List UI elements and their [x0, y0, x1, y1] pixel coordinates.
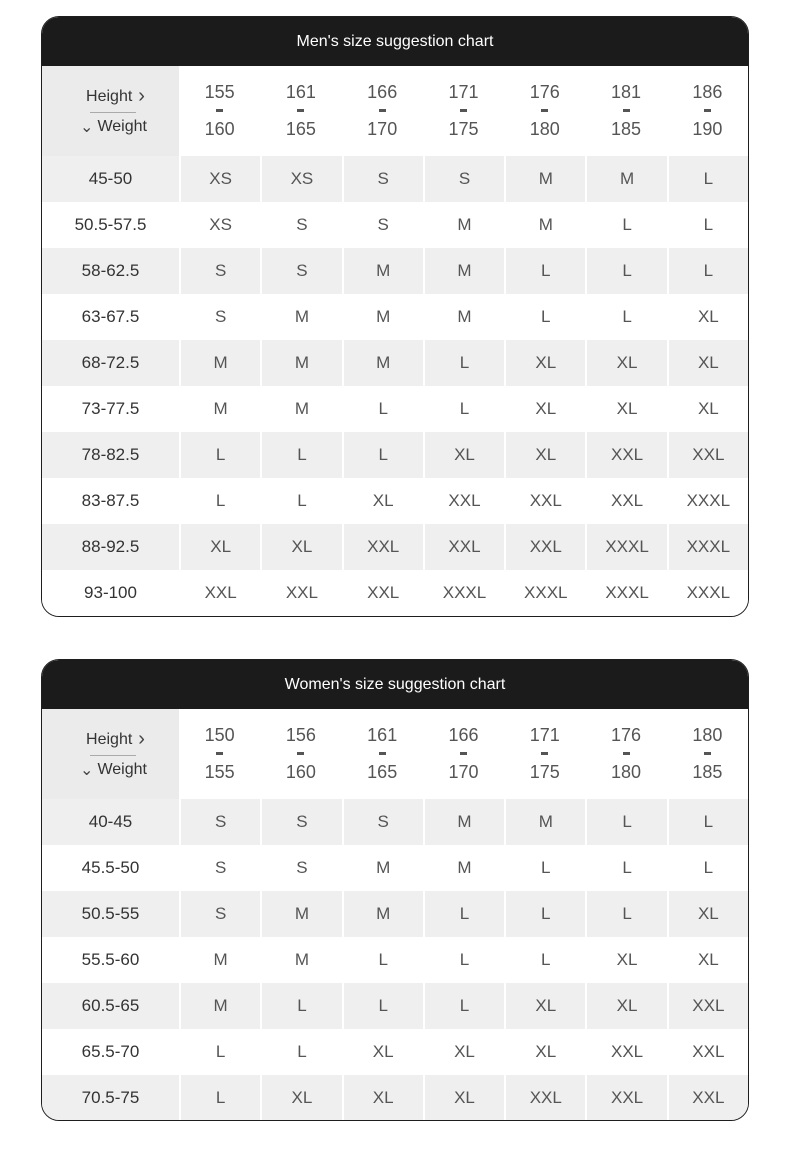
size-cell: M	[423, 845, 504, 891]
height-from: 176	[529, 82, 560, 102]
size-cell: L	[423, 983, 504, 1029]
range-dash	[216, 109, 223, 112]
men-size-chart	[41, 16, 749, 617]
height-from: 171	[448, 82, 479, 102]
size-cell: L	[342, 937, 423, 983]
size-cell: XL	[585, 983, 666, 1029]
size-cell: XL	[667, 386, 748, 432]
size-cell: L	[585, 202, 666, 248]
height-to: 175	[529, 762, 560, 782]
size-cell: XXL	[667, 983, 748, 1029]
weight-range-cell: 40-45	[42, 799, 179, 845]
size-cell: M	[260, 386, 341, 432]
size-cell: L	[179, 478, 260, 524]
weight-axis-label	[80, 760, 147, 780]
height-range-header	[260, 66, 341, 156]
height-range-header	[504, 709, 585, 799]
size-cell: XXXL	[504, 570, 585, 616]
height-to: 180	[611, 762, 642, 782]
size-cell: M	[260, 340, 341, 386]
women-size-chart	[41, 659, 749, 1121]
size-cell: M	[260, 891, 341, 937]
size-cell: XXL	[342, 524, 423, 570]
size-cell: M	[504, 156, 585, 202]
weight-range-cell: 58-62.5	[42, 248, 179, 294]
size-cell: XL	[260, 524, 341, 570]
size-cell: XL	[342, 478, 423, 524]
weight-range-cell: 83-87.5	[42, 478, 179, 524]
women-size-table	[42, 709, 748, 1121]
size-cell: M	[342, 845, 423, 891]
size-cell: S	[342, 202, 423, 248]
size-cell: XL	[504, 1029, 585, 1075]
size-cell: XXXL	[667, 570, 748, 616]
size-cell: M	[342, 891, 423, 937]
size-cell: XL	[260, 1075, 341, 1121]
size-cell: M	[342, 340, 423, 386]
size-cell: XXL	[504, 1075, 585, 1121]
size-cell: L	[585, 248, 666, 294]
size-cell: L	[667, 845, 748, 891]
size-cell: XL	[423, 1075, 504, 1121]
size-cell: L	[423, 340, 504, 386]
size-cell: XL	[585, 386, 666, 432]
size-cell: L	[179, 432, 260, 478]
size-cell: XXXL	[585, 524, 666, 570]
size-cell: L	[179, 1029, 260, 1075]
height-from: 150	[204, 725, 235, 745]
size-cell: L	[504, 294, 585, 340]
size-cell: L	[585, 845, 666, 891]
size-cell: S	[179, 294, 260, 340]
chevron-right-icon: ›	[138, 728, 145, 750]
weight-range-cell: 88-92.5	[42, 524, 179, 570]
corner-divider	[90, 755, 136, 756]
size-cell: L	[667, 202, 748, 248]
weight-range-cell: 45.5-50	[42, 845, 179, 891]
size-cell: M	[423, 202, 504, 248]
size-cell: XL	[667, 891, 748, 937]
size-cell: L	[423, 386, 504, 432]
header-corner	[42, 709, 179, 799]
size-cell: XXL	[423, 524, 504, 570]
weight-range-cell: 73-77.5	[42, 386, 179, 432]
weight-range-cell: 50.5-55	[42, 891, 179, 937]
size-cell: L	[260, 983, 341, 1029]
size-cell: XXL	[585, 478, 666, 524]
size-cell: XXL	[504, 524, 585, 570]
size-cell: XL	[423, 432, 504, 478]
size-cell: L	[260, 432, 341, 478]
height-from: 171	[529, 725, 560, 745]
height-range-header	[423, 709, 504, 799]
size-cell: L	[585, 891, 666, 937]
size-cell: M	[179, 340, 260, 386]
size-cell: XL	[585, 340, 666, 386]
size-cell: M	[423, 799, 504, 845]
size-cell: M	[504, 799, 585, 845]
size-cell: L	[504, 937, 585, 983]
height-to: 180	[529, 119, 560, 139]
weight-range-cell: 93-100	[42, 570, 179, 616]
size-cell: XXL	[667, 1075, 748, 1121]
size-cell: XL	[504, 340, 585, 386]
weight-range-cell: 50.5-57.5	[42, 202, 179, 248]
size-cell: XL	[667, 937, 748, 983]
height-from: 176	[611, 725, 642, 745]
corner-divider	[90, 112, 136, 113]
size-cell: XXL	[585, 432, 666, 478]
height-from: 166	[448, 725, 479, 745]
size-cell: M	[179, 937, 260, 983]
weight-range-cell: 78-82.5	[42, 432, 179, 478]
size-cell: XL	[504, 432, 585, 478]
weight-range-cell: 65.5-70	[42, 1029, 179, 1075]
size-cell: XL	[342, 1029, 423, 1075]
height-range-header	[423, 66, 504, 156]
size-cell: S	[260, 799, 341, 845]
height-range-header	[179, 66, 260, 156]
range-dash	[541, 109, 548, 112]
size-cell: XL	[667, 294, 748, 340]
size-cell: L	[179, 1075, 260, 1121]
height-to: 190	[692, 119, 723, 139]
size-cell: S	[342, 156, 423, 202]
size-cell: XL	[504, 386, 585, 432]
height-from: 166	[367, 82, 398, 102]
size-cell: M	[342, 248, 423, 294]
size-cell: XXL	[585, 1029, 666, 1075]
size-cell: XXXL	[423, 570, 504, 616]
height-range-header	[342, 66, 423, 156]
size-cell: XXL	[667, 432, 748, 478]
women-chart-title: Women's size suggestion chart	[42, 660, 748, 709]
size-cell: XL	[504, 983, 585, 1029]
height-axis-label	[86, 728, 145, 751]
size-cell: M	[260, 294, 341, 340]
size-cell: S	[179, 248, 260, 294]
height-range-header	[667, 709, 748, 799]
height-range-header	[667, 66, 748, 156]
size-cell: S	[179, 799, 260, 845]
chevron-down-icon: ⌄	[80, 119, 94, 136]
size-cell: S	[179, 845, 260, 891]
size-cell: XXL	[585, 1075, 666, 1121]
height-to: 155	[204, 762, 235, 782]
height-range-header	[260, 709, 341, 799]
size-cell: L	[342, 386, 423, 432]
height-to: 165	[367, 762, 398, 782]
height-from: 161	[367, 725, 398, 745]
height-from: 181	[611, 82, 642, 102]
men-chart-title: Men's size suggestion chart	[42, 17, 748, 66]
range-dash	[379, 752, 386, 755]
size-cell: L	[260, 478, 341, 524]
size-cell: XL	[342, 1075, 423, 1121]
size-cell: S	[179, 891, 260, 937]
height-label: Height	[86, 730, 133, 748]
size-cell: M	[179, 386, 260, 432]
size-cell: M	[179, 983, 260, 1029]
size-cell: L	[423, 937, 504, 983]
size-cell: S	[342, 799, 423, 845]
size-cell: L	[667, 248, 748, 294]
weight-range-cell: 70.5-75	[42, 1075, 179, 1121]
range-dash	[704, 752, 711, 755]
weight-range-cell: 68-72.5	[42, 340, 179, 386]
size-cell: XS	[179, 156, 260, 202]
range-dash	[297, 109, 304, 112]
height-range-header	[179, 709, 260, 799]
size-cell: XXL	[667, 1029, 748, 1075]
size-cell: M	[423, 248, 504, 294]
height-label: Height	[86, 87, 133, 105]
weight-axis-label	[80, 117, 147, 137]
size-cell: S	[260, 248, 341, 294]
size-cell: L	[585, 799, 666, 845]
size-cell: M	[585, 156, 666, 202]
height-to: 170	[367, 119, 398, 139]
size-cell: XS	[179, 202, 260, 248]
range-dash	[541, 752, 548, 755]
height-from: 156	[285, 725, 316, 745]
range-dash	[460, 109, 467, 112]
size-cell: L	[504, 891, 585, 937]
range-dash	[460, 752, 467, 755]
weight-label: Weight	[97, 118, 147, 135]
size-cell: XL	[585, 937, 666, 983]
men-size-table	[42, 66, 748, 616]
range-dash	[623, 109, 630, 112]
height-from: 186	[692, 82, 723, 102]
height-to: 160	[204, 119, 235, 139]
weight-range-cell: 55.5-60	[42, 937, 179, 983]
size-cell: M	[342, 294, 423, 340]
size-cell: L	[667, 156, 748, 202]
size-cell: S	[260, 202, 341, 248]
height-range-header	[342, 709, 423, 799]
size-cell: XL	[179, 524, 260, 570]
weight-range-cell: 45-50	[42, 156, 179, 202]
height-range-header	[504, 66, 585, 156]
size-cell: XXXL	[667, 478, 748, 524]
height-to: 185	[692, 762, 723, 782]
size-cell: M	[504, 202, 585, 248]
size-cell: L	[667, 799, 748, 845]
height-from: 155	[204, 82, 235, 102]
size-cell: XXXL	[585, 570, 666, 616]
size-cell: XXL	[504, 478, 585, 524]
size-cell: XXL	[179, 570, 260, 616]
size-cell: XL	[423, 1029, 504, 1075]
range-dash	[297, 752, 304, 755]
height-axis-label	[86, 85, 145, 108]
height-to: 185	[611, 119, 642, 139]
height-to: 160	[285, 762, 316, 782]
height-to: 165	[285, 119, 316, 139]
size-cell: L	[504, 845, 585, 891]
size-cell: S	[260, 845, 341, 891]
size-cell: M	[423, 294, 504, 340]
chevron-right-icon: ›	[138, 85, 145, 107]
weight-range-cell: 60.5-65	[42, 983, 179, 1029]
size-cell: L	[585, 294, 666, 340]
size-cell: XL	[667, 340, 748, 386]
size-cell: XS	[260, 156, 341, 202]
size-cell: S	[423, 156, 504, 202]
size-cell: L	[504, 248, 585, 294]
size-cell: L	[423, 891, 504, 937]
size-cell: M	[260, 937, 341, 983]
size-cell: L	[260, 1029, 341, 1075]
height-to: 170	[448, 762, 479, 782]
weight-label: Weight	[97, 761, 147, 778]
range-dash	[379, 109, 386, 112]
height-range-header	[585, 66, 666, 156]
height-to: 175	[448, 119, 479, 139]
height-from: 161	[285, 82, 316, 102]
range-dash	[623, 752, 630, 755]
range-dash	[216, 752, 223, 755]
size-cell: XXL	[260, 570, 341, 616]
weight-range-cell: 63-67.5	[42, 294, 179, 340]
height-range-header	[585, 709, 666, 799]
height-from: 180	[692, 725, 723, 745]
size-cell: L	[342, 432, 423, 478]
size-cell: L	[342, 983, 423, 1029]
range-dash	[704, 109, 711, 112]
chevron-down-icon: ⌄	[80, 762, 94, 779]
size-cell: XXXL	[667, 524, 748, 570]
header-corner	[42, 66, 179, 156]
size-cell: XXL	[423, 478, 504, 524]
size-cell: XXL	[342, 570, 423, 616]
